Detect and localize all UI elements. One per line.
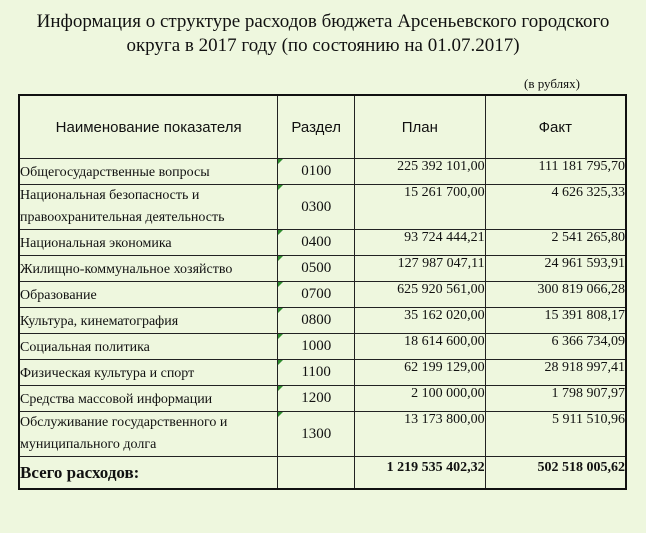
title-line-1: Информация о структуре расходов бюджета Арсеньевского городского bbox=[36, 11, 610, 32]
row-fact: 6 366 734,09 bbox=[485, 334, 626, 360]
budget-table bbox=[18, 94, 627, 490]
row-fact: 24 961 593,91 bbox=[485, 256, 626, 282]
table-row bbox=[19, 185, 626, 230]
row-name: Национальная безопасность и правоохранительная деятельность bbox=[19, 185, 278, 230]
row-plan: 62 199 129,00 bbox=[355, 360, 485, 386]
row-plan: 18 614 600,00 bbox=[355, 334, 485, 360]
table-row bbox=[19, 334, 626, 360]
row-name: Общегосударственные вопросы bbox=[19, 159, 278, 185]
row-fact: 15 391 808,17 bbox=[485, 308, 626, 334]
row-fact: 4 626 325,33 bbox=[485, 185, 626, 230]
row-name: Физическая культура и спорт bbox=[19, 360, 278, 386]
total-section bbox=[278, 457, 355, 490]
row-fact: 2 541 265,80 bbox=[485, 230, 626, 256]
total-name: Всего расходов: bbox=[19, 457, 278, 490]
row-section: 0700 bbox=[278, 282, 355, 308]
row-fact: 5 911 510,96 bbox=[485, 412, 626, 457]
unit-label: (в рублях) bbox=[524, 76, 580, 91]
row-section: 1300 bbox=[278, 412, 355, 457]
total-row bbox=[19, 457, 626, 490]
row-plan: 93 724 444,21 bbox=[355, 230, 485, 256]
row-plan: 15 261 700,00 bbox=[355, 185, 485, 230]
row-plan: 225 392 101,00 bbox=[355, 159, 485, 185]
row-fact: 1 798 907,97 bbox=[485, 386, 626, 412]
row-plan: 127 987 047,11 bbox=[355, 256, 485, 282]
header-name: Наименование показателя bbox=[19, 95, 278, 159]
row-section: 0100 bbox=[278, 159, 355, 185]
row-section: 1000 bbox=[278, 334, 355, 360]
row-plan: 2 100 000,00 bbox=[355, 386, 485, 412]
header-section: Раздел bbox=[278, 95, 355, 159]
table-row bbox=[19, 159, 626, 185]
table-row bbox=[19, 360, 626, 386]
row-section: 0300 bbox=[278, 185, 355, 230]
total-plan: 1 219 535 402,32 bbox=[355, 457, 485, 490]
row-fact: 300 819 066,28 bbox=[485, 282, 626, 308]
table-row bbox=[19, 230, 626, 256]
header-plan: План bbox=[355, 95, 485, 159]
table-row bbox=[19, 386, 626, 412]
table-row bbox=[19, 308, 626, 334]
table-row bbox=[19, 256, 626, 282]
row-plan: 35 162 020,00 bbox=[355, 308, 485, 334]
row-fact: 28 918 997,41 bbox=[485, 360, 626, 386]
row-name: Средства массовой информации bbox=[19, 386, 278, 412]
row-name: Образование bbox=[19, 282, 278, 308]
total-fact: 502 518 005,62 bbox=[485, 457, 626, 490]
row-plan: 13 173 800,00 bbox=[355, 412, 485, 457]
header-row bbox=[19, 95, 626, 159]
table-row bbox=[19, 412, 626, 457]
row-name: Обслуживание государственного и муниципального долга bbox=[19, 412, 278, 457]
row-section: 1100 bbox=[278, 360, 355, 386]
row-section: 1200 bbox=[278, 386, 355, 412]
row-section: 0800 bbox=[278, 308, 355, 334]
row-section: 0400 bbox=[278, 230, 355, 256]
row-name: Национальная экономика bbox=[19, 230, 278, 256]
table-row bbox=[19, 282, 626, 308]
row-plan: 625 920 561,00 bbox=[355, 282, 485, 308]
document-title bbox=[0, 10, 646, 58]
row-name: Социальная политика bbox=[19, 334, 278, 360]
header-fact: Факт bbox=[485, 95, 626, 159]
row-fact: 111 181 795,70 bbox=[485, 159, 626, 185]
row-name: Жилищно-коммунальное хозяйство bbox=[19, 256, 278, 282]
row-name: Культура, кинематография bbox=[19, 308, 278, 334]
row-section: 0500 bbox=[278, 256, 355, 282]
title-line-2: округа в 2017 году (по состоянию на 01.07.2017) bbox=[126, 35, 520, 56]
